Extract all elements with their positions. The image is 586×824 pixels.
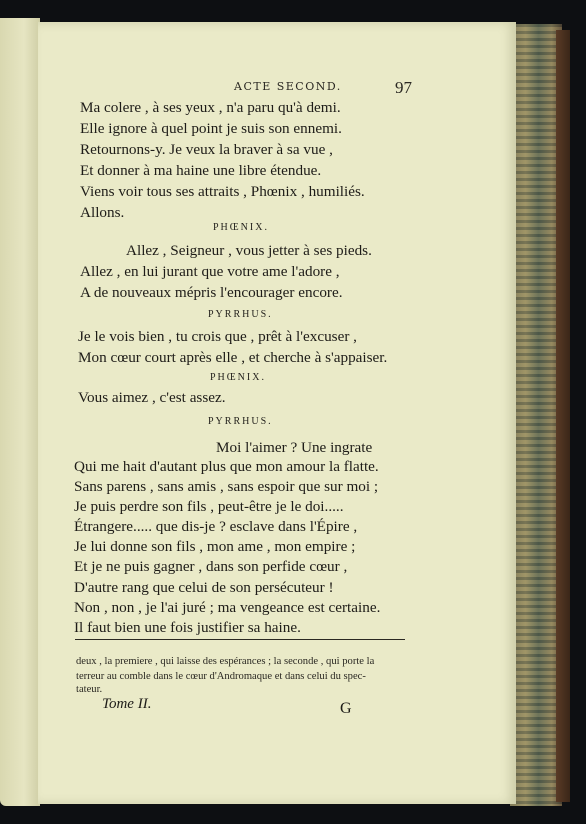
verse-line: Elle ignore à quel point je suis son ennemi. <box>80 120 342 137</box>
verse-line: Viens voir tous ses attraits , Phœnix , humiliés. <box>80 183 365 200</box>
footnote-rule <box>75 639 405 640</box>
verse-line: Et je ne puis gagner , dans son perfide cœur , <box>74 558 348 575</box>
running-head: ACTE SECOND. <box>234 80 342 93</box>
footnote-line: terreur au comble dans le cœur d'Andromaque et dans celui du spec- <box>76 671 366 682</box>
verse-line: Je le vois bien , tu crois que , prêt à l'excuser , <box>78 328 357 345</box>
verse-line: Mon cœur court après elle , et cherche à s'appaiser. <box>78 349 388 366</box>
book-cover-edge <box>556 30 570 802</box>
verse-line: Allez , Seigneur , vous jetter à ses pieds. <box>126 242 372 259</box>
page-number: 97 <box>395 78 412 97</box>
signature-mark: G <box>340 700 352 717</box>
verse-line: D'autre rang que celui de son persécuteur ! <box>74 579 334 596</box>
speaker-name: PHŒNIX. <box>210 372 266 383</box>
verse-line: Sans parens , sans amis , sans espoir que sur moi ; <box>74 478 379 495</box>
footnote-line: deux , la premiere , qui laisse des espérances ; la seconde , qui porte la <box>76 656 375 667</box>
verse-line: Retournons-y. Je veux la braver à sa vue , <box>80 141 333 158</box>
verse-line: Allons. <box>80 204 125 221</box>
verse-line: Allez , en lui jurant que votre ame l'adore , <box>80 263 340 280</box>
verse-line: Qui me hait d'autant plus que mon amour la flatte. <box>74 458 379 475</box>
verse-line: Non , non , je l'ai juré ; ma vengeance est certaine. <box>74 599 381 616</box>
verse-line: Ma colere , à ses yeux , n'a paru qu'à demi. <box>80 99 341 116</box>
verse-line: Il faut bien une fois justifier sa haine. <box>74 619 301 636</box>
speaker-name: PYRRHUS. <box>208 309 273 320</box>
verse-line: A de nouveaux mépris l'encourager encore. <box>80 284 343 301</box>
speaker-name: PHŒNIX. <box>213 222 269 233</box>
book-page <box>38 22 516 804</box>
verse-line: Moi l'aimer ? Une ingrate <box>216 439 373 456</box>
speaker-name: PYRRHUS. <box>208 416 273 427</box>
page-header <box>38 78 516 98</box>
verse-line: Vous aimez , c'est assez. <box>78 389 226 406</box>
verse-line: Et donner à ma haine une libre étendue. <box>80 162 322 179</box>
verse-line: Je lui donne son fils , mon ame , mon empire ; <box>74 538 356 555</box>
volume-signature: Tome II. <box>102 696 152 712</box>
verse-line: Je puis perdre son fils , peut-être je le doi..... <box>74 498 344 515</box>
left-page-edge <box>0 18 40 806</box>
footnote-line: tateur. <box>76 684 103 695</box>
page-fore-edge <box>510 24 562 806</box>
verse-line: Étrangere..... que dis-je ? esclave dans l'Épire , <box>74 518 358 535</box>
